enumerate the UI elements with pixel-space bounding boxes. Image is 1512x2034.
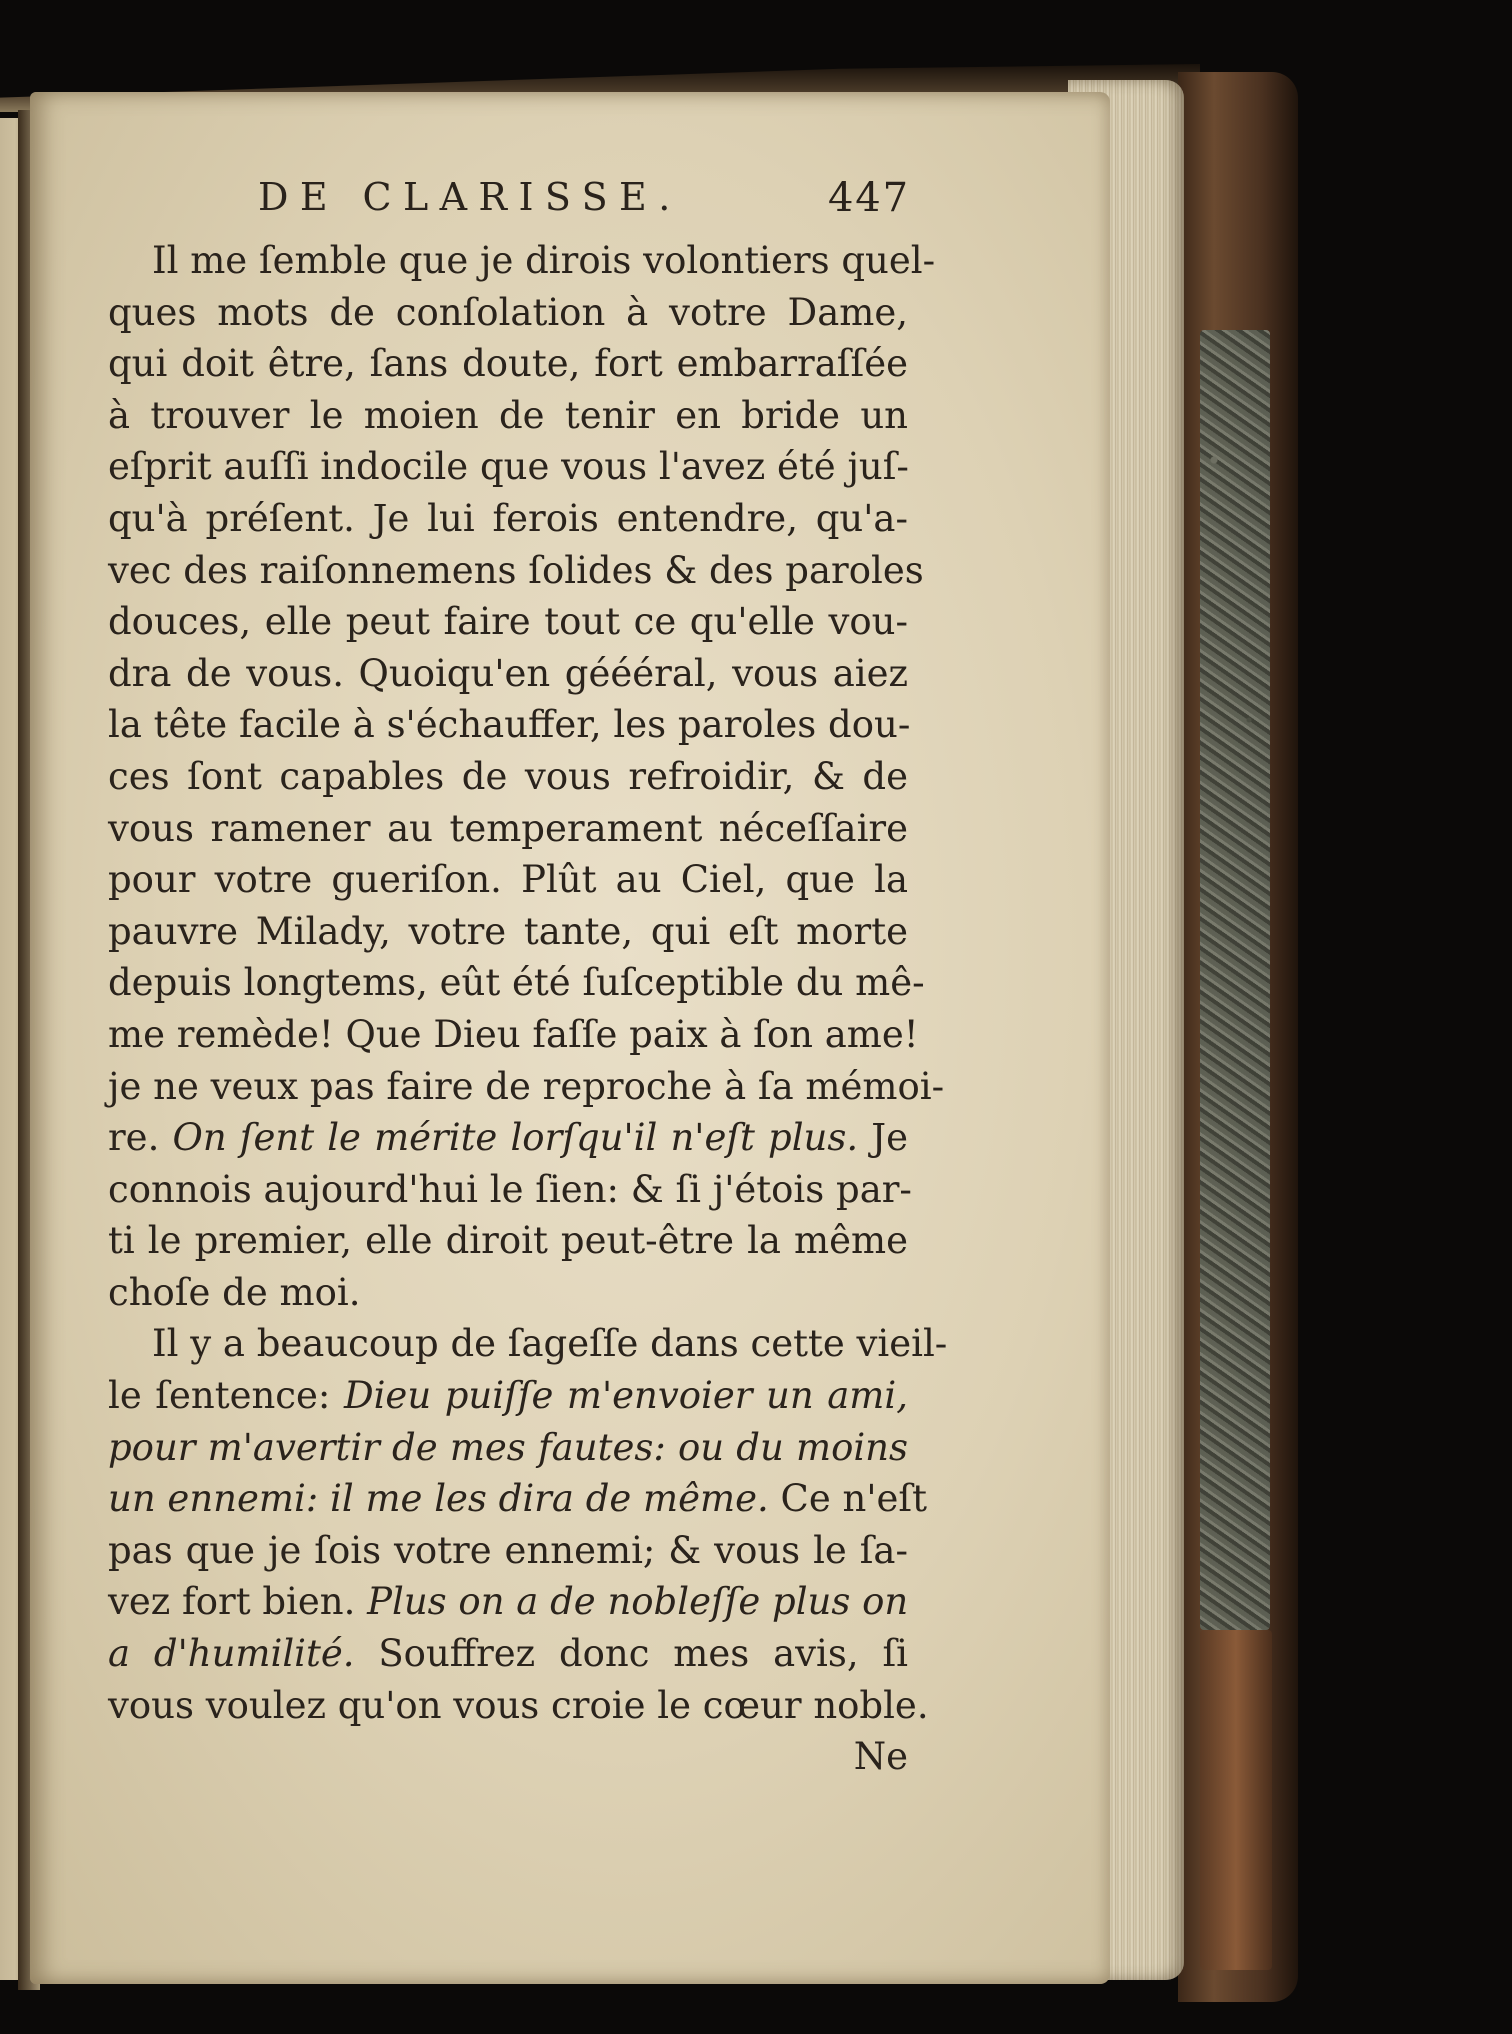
text-line xyxy=(108,699,911,751)
roman-text: eſprit auſſi indocile que vous l'avez été juſ- xyxy=(108,445,909,489)
roman-text: dra de vous. Quoiqu'en géééral, vous aiez xyxy=(108,651,908,695)
roman-text: connois aujourd'hui le ſien: & ſi j'étois par- xyxy=(108,1167,912,1211)
text-line xyxy=(108,441,908,493)
italic-text: a d'humilité. xyxy=(108,1632,355,1676)
roman-text: re. xyxy=(108,1116,173,1160)
roman-text: ti le premier, elle diroit peut-être la même xyxy=(108,1219,908,1263)
italic-text: Dieu puiſſe m'envoier un ami, xyxy=(343,1374,908,1418)
text-line xyxy=(108,1112,908,1164)
roman-text: qui doit être, ſans doute, fort embarraſſée xyxy=(108,342,908,386)
roman-text: à trouver le moien de tenir en bride un xyxy=(108,393,908,437)
text-line xyxy=(108,648,908,700)
roman-text: Il me ſemble que je dirois volontiers quel- xyxy=(152,239,936,282)
page-number: 447 xyxy=(827,175,910,221)
roman-text: pour votre gueriſon. Plût au Ciel, que la xyxy=(108,858,908,902)
marbled-cover xyxy=(1200,330,1270,1630)
text-body xyxy=(108,235,948,1731)
text-line xyxy=(108,1370,908,1422)
text-line xyxy=(108,545,924,597)
text-line xyxy=(108,1680,929,1732)
text-line xyxy=(108,854,908,906)
page-text xyxy=(108,175,948,1783)
roman-text: Ce n'eſt xyxy=(768,1477,927,1521)
roman-text: choſe de moi. xyxy=(108,1270,361,1314)
leather-corner xyxy=(1200,1630,1272,1970)
roman-text: depuis longtems, eût été ſuſceptible du mê- xyxy=(108,961,925,1005)
roman-text: ques mots de conſolation à votre Dame, xyxy=(108,290,908,334)
text-line xyxy=(108,596,908,648)
text-line xyxy=(108,1422,908,1474)
roman-text: ces ſont capables de vous refroidir, & de xyxy=(108,754,908,798)
text-line xyxy=(108,235,936,287)
italic-text: Plus on a de nobleſſe plus on xyxy=(367,1580,909,1624)
roman-text: je ne veux pas faire de reproche à ſa mémoi- xyxy=(108,1064,945,1108)
text-line xyxy=(108,493,908,545)
text-line xyxy=(108,1164,912,1216)
text-line xyxy=(108,1628,908,1680)
italic-text: pour m'avertir de mes fautes: ou du moins xyxy=(108,1425,908,1469)
text-line xyxy=(108,1061,945,1113)
roman-text: la tête facile à s'échauffer, les paroles dou- xyxy=(108,703,911,747)
text-line xyxy=(108,1009,919,1061)
text-line xyxy=(108,1525,908,1577)
text-line xyxy=(108,1318,948,1370)
roman-text: vez fort bien. xyxy=(108,1580,368,1624)
text-line xyxy=(108,1267,908,1319)
roman-text: Souffrez donc mes avis, ſi xyxy=(354,1632,908,1676)
roman-text: vec des raiſonnemens ſolides & des paroles xyxy=(108,548,924,592)
text-line xyxy=(108,338,908,390)
roman-text: vous ramener au temperament néceſſaire xyxy=(108,806,908,850)
roman-text: Je xyxy=(858,1116,909,1160)
text-line xyxy=(108,957,925,1009)
roman-text: qu'à préſent. Je lui ferois entendre, qu'a- xyxy=(108,496,908,540)
text-line xyxy=(108,906,908,958)
text-line xyxy=(108,751,908,803)
page-header xyxy=(108,175,908,235)
roman-text: Il y a beaucoup de ſageſſe dans cette vieil- xyxy=(152,1322,948,1366)
italic-text: On ſent le mérite lorſqu'il n'eſt plus. xyxy=(172,1116,859,1160)
roman-text: me remède! Que Dieu faſſe paix à ſon ame! xyxy=(108,1012,919,1056)
text-line xyxy=(108,1215,908,1267)
roman-text: vous voulez qu'on vous croie le cœur noble. xyxy=(108,1683,929,1727)
roman-text: pas que je ſois votre ennemi; & vous le ſa- xyxy=(108,1528,908,1572)
text-line xyxy=(108,390,908,442)
roman-text: pauvre Milady, votre tante, qui eſt morte xyxy=(108,909,908,953)
catchword: Ne xyxy=(853,1735,908,1779)
roman-text: douces, elle peut faire tout ce qu'elle vou- xyxy=(108,600,908,644)
text-line xyxy=(108,1473,927,1525)
running-title: DE CLARISSE. xyxy=(258,175,682,219)
text-line xyxy=(108,1576,908,1628)
text-line xyxy=(108,803,908,855)
roman-text: le ſentence: xyxy=(108,1374,344,1418)
italic-text: un ennemi: il me les dira de même. xyxy=(108,1477,769,1521)
text-line xyxy=(108,287,908,339)
